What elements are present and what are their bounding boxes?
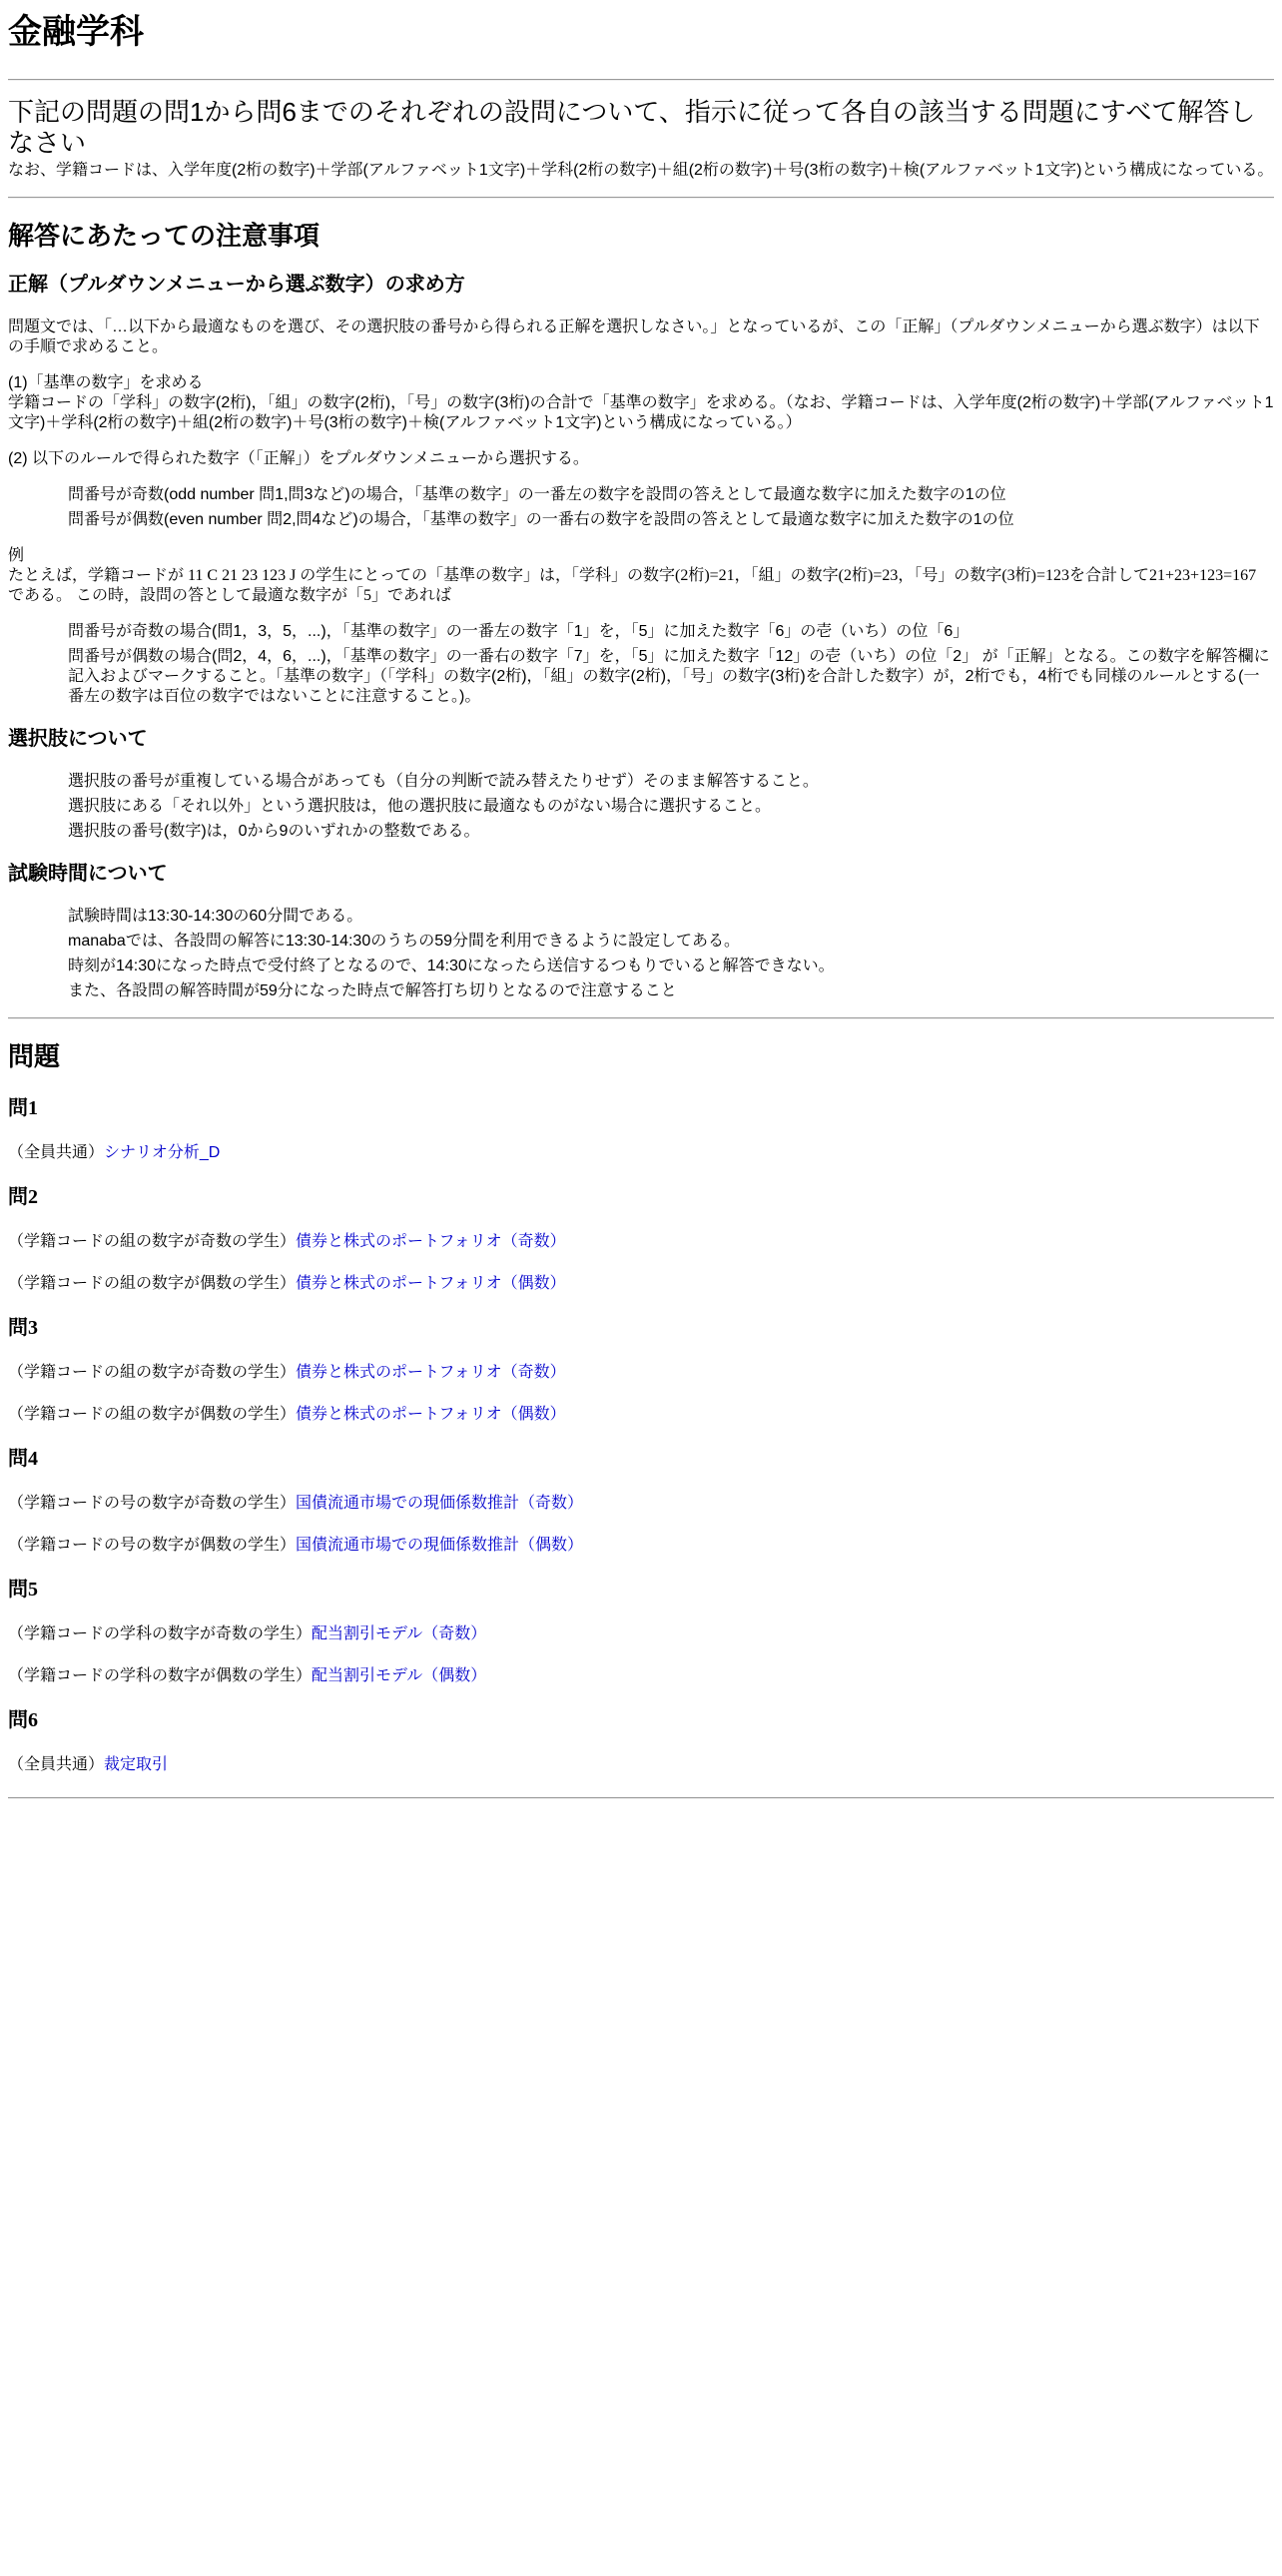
divider-bottom: [8, 1797, 1274, 1799]
choices-item: 選択肢にある「それ以外」という選択肢は，他の選択肢に最適なものがない場合に選択すること。: [68, 798, 772, 816]
question-2-odd-link[interactable]: 債券と株式のポートフォリオ（奇数）: [296, 1232, 566, 1250]
entry-prefix: （学籍コードの組の数字が偶数の学生）: [8, 1274, 297, 1292]
answer-method-heading: 正解（プルダウンメニューから選ぶ数字）の求め方: [8, 274, 465, 297]
entry-prefix: （学籍コードの号の数字が奇数の学生）: [8, 1494, 297, 1512]
question-1-entry-all: [8, 1143, 1274, 1163]
example-odd: 問番号が奇数の場合(問1，3，5，...)，「基準の数字」の一番左の数字「1」を，「5」に加えた数字「6」の壱（いち）の位「6」: [68, 623, 969, 641]
question-2-entry-even: [8, 1274, 1274, 1294]
entry-prefix: （学籍コードの組の数字が偶数の学生）: [8, 1405, 297, 1423]
page-title: 金融学科: [8, 14, 144, 51]
choices-item: 選択肢の番号(数字)は，0から9のいずれかの整数である。: [68, 823, 480, 841]
entry-prefix: （学籍コードの学科の数字が偶数の学生）: [8, 1666, 313, 1684]
question-4-even-link[interactable]: 国債流通市場での現価係数推計（偶数）: [296, 1536, 584, 1554]
question-2-even-link[interactable]: 債券と株式のポートフォリオ（偶数）: [296, 1274, 566, 1292]
question-5-even-link[interactable]: 配当割引モデル（偶数）: [312, 1666, 487, 1684]
lead-title: 下記の問題の問1から問6までのそれぞれの設問について、指示に従って各自の該当する問題にすべて解答しなさい: [8, 96, 1256, 158]
question-5-entry-even: [8, 1666, 1274, 1686]
question-heading-3: 問3: [8, 1316, 38, 1339]
question-4-entry-odd: [8, 1494, 1274, 1514]
example-label: 例: [8, 547, 25, 565]
question-3-even-link[interactable]: 債券と株式のポートフォリオ（偶数）: [296, 1405, 566, 1423]
exam-time-item: 試験時間は13:30-14:30の60分間である。: [68, 908, 363, 926]
question-heading-1: 問1: [8, 1096, 38, 1119]
exam-time-list: [8, 907, 1274, 1001]
question-heading-4: 問4: [8, 1447, 38, 1470]
step1-block: [8, 373, 1274, 433]
question-heading-5: 問5: [8, 1578, 38, 1601]
exam-time-item: 時刻が14:30になった時点で受付終了となるので、14:30になったら送信するつもりでいると解答できない。: [68, 958, 835, 975]
question-6-link[interactable]: 裁定取引: [104, 1755, 169, 1773]
question-heading-2: 問2: [8, 1185, 38, 1208]
lead-note: なお、学籍コードは、入学年度(2桁の数字)＋学部(アルファベット1文字)＋学科(2桁の数字)＋組(2桁の数字)＋号(3桁の数字)＋検(アルファベット1文字)という構成になっている。: [8, 161, 1274, 179]
answer-method-intro: 問題文では、「…以下から最適なものを選び、その選択肢の番号から得られる正解を選択しなさい。」となっているが、この「正解」（プルダウンメニューから選ぶ数字）は以下の手順で求めること。: [8, 319, 1260, 356]
rule-odd: 問番号が奇数(odd number 問1,問3など)の場合，「基準の数字」の一番左の数字を設問の答えとして最適な数字に加えた数字の1の位: [68, 486, 1006, 504]
example-even: 問番号が偶数の場合(問2，4，6，...)，「基準の数字」の一番右の数字「7」を，「5」に加えた数字「12」の壱（いち）の位「2」 が「正解」となる。この数字を解答欄に記入およびマークすること。「基準の数字」（「学科」の数字(2桁)，「組」の数字(2桁)，「号」の数字(3桁)を合計した数字）が，2桁でも，4桁でも同様のルールとする(一番左の数字は百位の数字ではないことに注意すること。)。: [68, 648, 1270, 706]
question-3-odd-link[interactable]: 債券と株式のポートフォリオ（奇数）: [296, 1363, 566, 1381]
question-heading-6: 問6: [8, 1708, 38, 1731]
notes-heading: 解答にあたっての注意事項: [8, 221, 320, 251]
entry-prefix: （学籍コードの組の数字が奇数の学生）: [8, 1363, 297, 1381]
exam-time-item: manabaでは、各設問の解答に13:30-14:30のうちの59分間を利用できるように設定してある。: [68, 933, 741, 951]
question-4-odd-link[interactable]: 国債流通市場での現価係数推計（奇数）: [296, 1494, 584, 1512]
example-list: [8, 622, 1274, 707]
divider-questions: [8, 1017, 1274, 1019]
question-4-entry-even: [8, 1536, 1274, 1556]
entry-prefix: （全員共通）: [8, 1143, 105, 1161]
rule-even: 問番号が偶数(even number 問2,問4など)の場合，「基準の数字」の一番右の数字を設問の答えとして最適な数字に加えた数字の1の位: [68, 511, 1014, 529]
questions-section: [8, 1041, 1274, 1775]
choices-item: 選択肢の番号が重複している場合があっても（自分の判断で読み替えたりせず）そのまま解答すること。: [68, 773, 819, 791]
exam-time-heading: 試験時間について: [8, 863, 168, 886]
question-3-entry-odd: [8, 1363, 1274, 1383]
entry-prefix: （全員共通）: [8, 1755, 105, 1773]
question-5-odd-link[interactable]: 配当割引モデル（奇数）: [312, 1624, 487, 1642]
questions-heading: 問題: [8, 1042, 61, 1072]
lead-block: [8, 81, 1274, 197]
notes-section: [8, 221, 1274, 1002]
rule-list: [8, 485, 1274, 530]
question-6-entry-all: [8, 1755, 1274, 1775]
entry-prefix: （学籍コードの号の数字が偶数の学生）: [8, 1536, 297, 1554]
step1-title: (1)「基準の数字」を求める: [8, 374, 204, 392]
question-3-entry-even: [8, 1405, 1274, 1425]
divider-lead: [8, 197, 1274, 199]
entry-prefix: （学籍コードの組の数字が奇数の学生）: [8, 1232, 297, 1250]
choices-list: [8, 772, 1274, 842]
question-5-entry-odd: [8, 1624, 1274, 1644]
entry-prefix: （学籍コードの学科の数字が奇数の学生）: [8, 1624, 313, 1642]
step1-text: 学籍コードの「学科」の数字(2桁)，「組」の数字(2桁)，「号」の数字(3桁)の合計で「基準の数字」を求める。（なお、学籍コードは、入学年度(2桁の数字)＋学部(アルファベット1文字)＋学科(2桁の数字)＋組(2桁の数字)＋号(3桁の数字)＋検(アルファベット1文字)という構成になっている。）: [8, 394, 1274, 432]
exam-time-item: また、各設問の解答時間が59分になった時点で解答打ち切りとなるので注意すること: [68, 982, 677, 1000]
example-text: たとえば，学籍コードが 11 C 21 23 123 J の学生にとっての「基準の数字」は，「学科」の数字(2桁)=21，「組」の数字(2桁)=23，「号」の数字(3桁)=123を合計して21+23+123=167 である。 この時，設問の答として最適な数字が「5」であれば: [8, 567, 1257, 605]
step2-title: (2) 以下のルールで得られた数字（「正解」）をプルダウンメニューから選択する。: [8, 450, 589, 468]
question-2-entry-odd: [8, 1232, 1274, 1252]
example-block: [8, 546, 1274, 606]
choices-heading: 選択肢について: [8, 728, 148, 751]
question-1-link[interactable]: シナリオ分析_D: [104, 1143, 221, 1161]
